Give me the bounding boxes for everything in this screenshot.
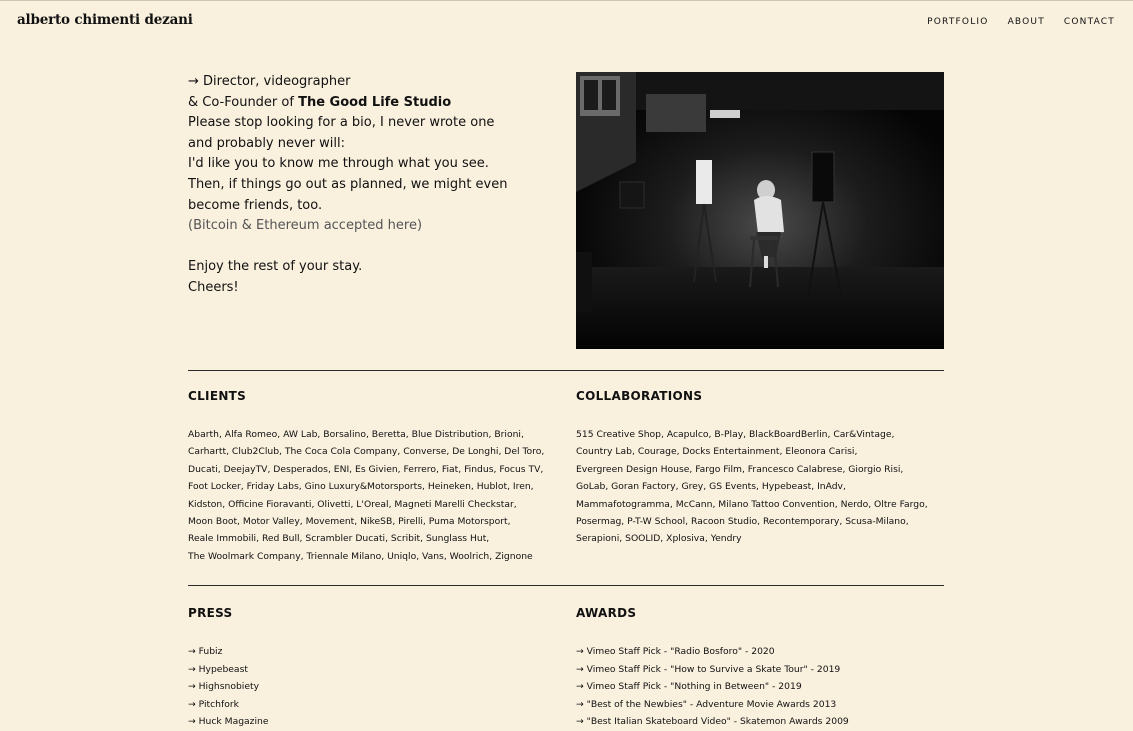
collaborations-list	[576, 426, 946, 548]
press-list	[188, 643, 558, 731]
collaborations-line: Evergreen Design House, Fargo Film, Francesco Calabrese, Giorgio Risi,	[576, 463, 904, 475]
studio-name: The Good Life Studio	[298, 94, 452, 110]
clients-line: Reale Immobili, Red Bull, Scrambler Ducati, Scribit, Sunglass Hut,	[188, 533, 490, 545]
nav-about[interactable]: ABOUT	[1007, 17, 1045, 27]
clients-line: Kidston, Officine Fioravanti, Olivetti, L'Oreal, Magneti Marelli Checkstar,	[188, 498, 517, 510]
awards-list	[576, 643, 946, 731]
spacer	[188, 237, 558, 258]
collaborations-line: Mammafotogramma, McCann, Milano Tattoo Convention, Nerdo, Oltre Fargo,	[576, 498, 928, 510]
collaborations-line: 515 Creative Shop, Acapulco, B-Play, BlackBoardBerlin, Car&Vintage,	[576, 429, 895, 440]
clients-line: Foot Locker, Friday Labs, Gino Luxury&Motorsports, Heineken, Hublot, Iren,	[188, 481, 534, 493]
studio-scene-image	[576, 72, 944, 349]
press-heading: PRESS	[188, 606, 233, 620]
nav-portfolio[interactable]: PORTFOLIO	[927, 17, 989, 27]
collaborations-line: Serapioni, SOOLID, Xplosiva, Yendry	[576, 533, 742, 545]
award-item: → Vimeo Staff Pick - "Nothing in Between" - 2019	[576, 681, 802, 693]
award-item: → Vimeo Staff Pick - "How to Survive a Skate Tour" - 2019	[576, 663, 841, 675]
collaborations-line: Posermag, P-T-W School, Racoon Studio, Recontemporary, Scusa-Milano,	[576, 516, 909, 528]
clients-heading: CLIENTS	[188, 389, 247, 403]
closing-line: Cheers!	[188, 279, 239, 295]
section-divider	[188, 585, 944, 586]
nav-contact[interactable]: CONTACT	[1063, 17, 1115, 27]
clients-list	[188, 426, 558, 565]
clients-line: Ducati, DeejayTV, Desperados, ENI, Es Givien, Ferrero, Fiat, Findus, Focus TV,	[188, 463, 544, 475]
press-item[interactable]: → Pitchfork	[188, 698, 239, 710]
intro-line: become friends, too.	[188, 197, 323, 213]
intro-line	[188, 93, 558, 114]
clients-line: Abarth, Alfa Romeo, AW Lab, Borsalino, Beretta, Blue Distribution, Brioni,	[188, 429, 524, 440]
intro-line: I'd like you to know me through what you see.	[188, 156, 489, 172]
award-item: → "Best Italian Skateboard Video" - Skatemon Awards 2009	[576, 716, 849, 728]
collaborations-line: GoLab, Goran Factory, Grey, GS Events, Hypebeast, InAdv,	[576, 481, 846, 493]
intro-line: → Director, videographer	[188, 74, 351, 89]
intro-line: and probably never will:	[188, 135, 346, 151]
intro-cofounder-text: & Co-Founder of	[188, 94, 299, 110]
clients-line: The Woolmark Company, Triennale Milano, Uniqlo, Vans, Woolrich, Zignone	[188, 550, 533, 562]
clients-line: Carhartt, Club2Club, The Coca Cola Company, Converse, De Longhi, Del Toro,	[188, 446, 545, 458]
clients-section	[188, 389, 558, 565]
press-item[interactable]: → Huck Magazine	[188, 716, 269, 728]
awards-section	[576, 606, 946, 731]
collaborations-line: Country Lab, Courage, Docks Entertainment, Eleonora Carisi,	[576, 446, 858, 458]
press-item[interactable]: → Hypebeast	[188, 663, 248, 675]
award-item: → "Best of the Newbies" - Adventure Movie Awards 2013	[576, 698, 837, 710]
site-logo[interactable]: alberto chimenti dezani	[17, 12, 193, 28]
award-item: → Vimeo Staff Pick - "Radio Bosforo" - 2020	[576, 646, 775, 657]
portrait-photo	[576, 72, 944, 349]
main-nav	[927, 17, 1115, 27]
press-section	[188, 606, 558, 731]
crypto-link[interactable]: (Bitcoin & Ethereum accepted here)	[188, 218, 423, 234]
intro-line: Please stop looking for a bio, I never wrote one	[188, 115, 495, 131]
awards-heading: AWARDS	[576, 606, 637, 620]
press-item[interactable]: → Highsnobiety	[188, 681, 260, 693]
section-divider	[188, 370, 944, 371]
intro-line: Then, if things go out as planned, we might even	[188, 176, 508, 192]
closing-line: Enjoy the rest of your stay.	[188, 259, 363, 275]
clients-line: Moon Boot, Motor Valley, Movement, NikeSB, Pirelli, Puma Motorsport,	[188, 516, 511, 528]
intro-bio	[188, 72, 558, 299]
collaborations-heading: COLLABORATIONS	[576, 389, 703, 403]
collaborations-section	[576, 389, 946, 548]
press-item[interactable]: → Fubiz	[188, 646, 223, 657]
